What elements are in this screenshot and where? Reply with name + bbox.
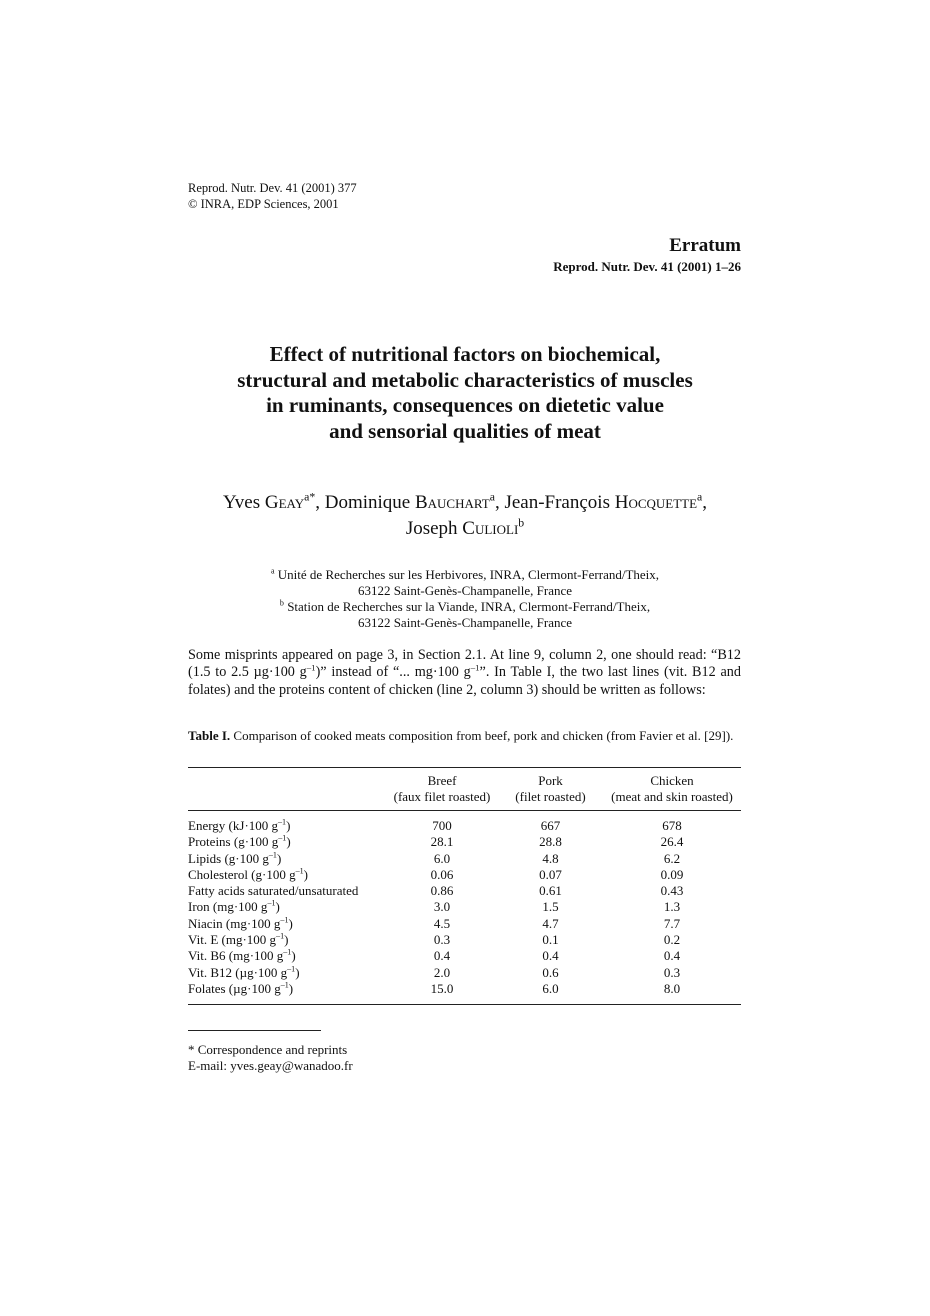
footnote-correspondence: * Correspondence and reprints (188, 1042, 348, 1057)
footnote (188, 1042, 353, 1074)
table-row: Vit. B6 (mg·100 $g^{-1}$) 0.4 0.4 0.4 (188, 948, 681, 964)
table-caption-label: Table I. (188, 728, 231, 743)
column-header-chicken: Chicken (meat and skin roasted) (611, 773, 733, 805)
table-top-rule (188, 767, 741, 768)
affiliation-a: $^a$ Unité de Recherches sur les Herbivores, INRA, Clermont-Ferrand/Theix, (270, 566, 660, 582)
table-header-rule (188, 810, 741, 811)
column-header-beef: Breef (faux filet roasted) (393, 773, 491, 805)
table-row: Fatty acids saturated/unsaturated 0.86 0.61 0.43 (188, 883, 684, 899)
table-caption: Table I. Comparison of cooked meats composition from beef, pork and chicken (from Favier et al. [29]). (188, 728, 734, 743)
footnote-rule (188, 1030, 321, 1031)
author-list (150, 490, 780, 542)
title-line: Effect of nutritional factors on biochemical, (269, 342, 661, 366)
table-row: Lipids (g·100 $g^{-1}$) 6.0 4.8 6.2 (188, 850, 681, 866)
body-paragraph: Some misprints appeared on page 3, in Section 2.1. At line 9, column 2, one should read: “B12 (1.5 to 2.5 µg·100 $g^{-1}$)” instead of “... mg·100 $g^{-1}$”. In Table I, the two last lines (vit. B12 and folates) and the proteins content of chicken (line 2, column 3) should be written as follows: (188, 647, 741, 698)
column-header-pork: Pork (filet roasted) (515, 773, 586, 805)
title-line: in ruminants, consequences on dietetic value (266, 393, 664, 417)
table-row: Vit. B12 (µg·100 $g^{-1}$) 2.0 0.6 0.3 (188, 964, 681, 980)
author: Jean-François Hocquette$^a$, (504, 490, 708, 513)
table-row: Folates (µg·100 $g^{-1}$) 15.0 6.0 8.0 (188, 980, 681, 996)
title-line: and sensorial qualities of meat (329, 418, 601, 443)
article-title (160, 342, 770, 444)
copyright-line: © INRA, EDP Sciences, 2001 (188, 197, 339, 211)
author: Dominique Bauchart$^a$, (324, 490, 505, 513)
journal-info (188, 180, 357, 212)
table-row: Vit. E (mg·100 $g^{-1}$) 0.3 0.1 0.2 (188, 931, 681, 948)
table-row: Cholesterol (g·100 $g^{-1}$) 0.06 0.07 0.09 (188, 866, 684, 882)
journal-citation: Reprod. Nutr. Dev. 41 (2001) 377 (188, 181, 357, 195)
footnote-email: E-mail: yves.geay@wanadoo.fr (188, 1058, 353, 1073)
erratum-header (553, 234, 741, 276)
table-row: Proteins (g·100 $g^{-1}$) 28.1 28.8 26.4 (188, 833, 684, 850)
title-line: structural and metabolic characteristics of muscles (237, 367, 693, 392)
author: Yves Geay$^{a*}$, (222, 490, 325, 513)
erratum-reference: Reprod. Nutr. Dev. 41 (2001) 1–26 (553, 259, 741, 274)
author: Joseph Culioli$^b$ (405, 516, 525, 539)
table-bottom-rule (188, 1004, 741, 1005)
affiliations: $^a$ Unité de Recherches sur les Herbivores, INRA, Clermont-Ferrand/Theix, 63122 Saint-Genès-Champanelle, France $^b$ Station de Recherches sur la Viande, INRA, Clermont-Ferrand/Theix, 63122 Saint-Genès-Champanelle, France (170, 567, 760, 631)
affiliation-b: $^b$ Station de Recherches sur la Viande, INRA, Clermont-Ferrand/Theix, (279, 598, 651, 614)
erratum-label: Erratum (669, 235, 741, 256)
table-row: Iron (mg·100 $g^{-1}$) 3.0 1.5 1.3 (188, 899, 681, 915)
table-row: Niacin (mg·100 $g^{-1}$) 4.5 4.7 7.7 (188, 915, 681, 931)
table-row: Energy (kJ·100 $g^{-1}$) 700 667 678 (188, 817, 682, 833)
